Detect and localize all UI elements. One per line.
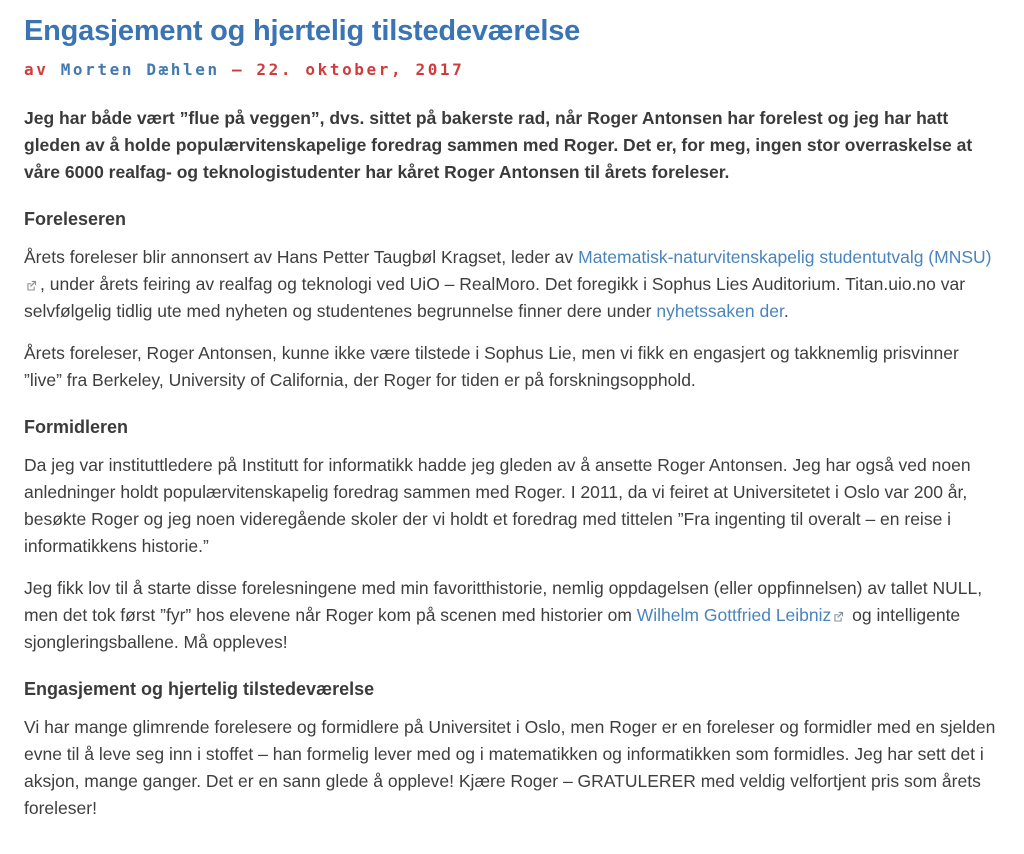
byline-date: – 22. oktober, 2017	[231, 60, 465, 79]
paragraph-null: Jeg fikk lov til å starte disse forelesningene med min favoritthistorie, nemlig oppdagelsen (eller oppfinnelsen) av tallet NULL, men det tok først ”fyr” hos elevene når Roger kom på scenen med historier om Wilhelm Gottfried Leibniz og intelligente sjongleringsballene. Må oppleves!	[24, 578, 983, 652]
inline-link[interactable]: Matematisk-naturvitenskapelig studentutvalg (MNSU)	[578, 247, 992, 267]
paragraph-announcement: Årets foreleser blir annonsert av Hans Petter Taugbøl Kragset, leder av Matematisk-naturvitenskapelig studentutvalg (MNSU), under årets feiring av realfag og teknologi ved UiO – RealMoro. Det foregikk i Sophus Lies Auditorium. Titan.uio.no var selvfølgelig tidlig ute med nyheten og studentenes begrunnelse finner dere under nyhetssaken der.	[24, 247, 992, 321]
inline-link[interactable]: nyhetssaken der	[656, 301, 784, 321]
byline-prefix: av	[24, 60, 49, 79]
section-heading-engasjement: Engasjement og hjertelig tilstedeværelse	[24, 679, 375, 699]
external-link-icon	[833, 607, 844, 625]
section-heading-foreleseren: Foreleseren	[24, 209, 127, 229]
lead-paragraph: Jeg har både vært ”flue på veggen”, dvs. sittet på bakerste rad, når Roger Antonsen har forelest og jeg har hatt gleden av å holde populærvitenskapelige foredrag sammen med Roger. Det er, for meg, ingen stor overraskelse at våre 6000 realfag- og teknologistudenter har kåret Roger Antonsen til årets foreleser.	[24, 108, 973, 182]
byline	[24, 60, 998, 79]
paragraph-berkeley: Årets foreleser, Roger Antonsen, kunne ikke være tilstede i Sophus Lie, men vi fikk en engasjert og takknemlig prisvinner ”live” fra Berkeley, University of California, der Roger for tiden er på forskningsopphold.	[24, 343, 959, 390]
inline-link[interactable]: Wilhelm Gottfried Leibniz	[636, 605, 832, 625]
author-link[interactable]: Morten Dæhlen	[60, 60, 220, 79]
page-title: Engasjement og hjertelig tilstedeværelse	[24, 15, 581, 47]
paragraph-institutt: Da jeg var instituttledere på Institutt for informatikk hadde jeg gleden av å ansette Roger Antonsen. Jeg har også ved noen anledninger holdt populærvitenskapelig foredrag sammen med Roger. I 2011, da vi feiret at Universitetet i Oslo var 200 år, besøkte Roger og jeg noen videregående skoler der vi holdt et foredrag med tittelen ”Fra ingenting til overalt – en reise i informatikkens historie.”	[24, 455, 971, 556]
section-heading-formidleren: Formidleren	[24, 417, 129, 437]
paragraph-gratulerer: Vi har mange glimrende forelesere og formidlere på Universitet i Oslo, men Roger er en foreleser og formidler med en sjelden evne til å leve seg inn i stoffet – han formelig lever med og i matematikken og informatikken som formidles. Jeg har sett det i aksjon, mange ganger. Det er en sann glede å oppleve! Kjære Roger – GRATULERER med veldig velfortjent pris som årets foreleser!	[24, 717, 996, 818]
external-link-icon	[26, 276, 37, 294]
